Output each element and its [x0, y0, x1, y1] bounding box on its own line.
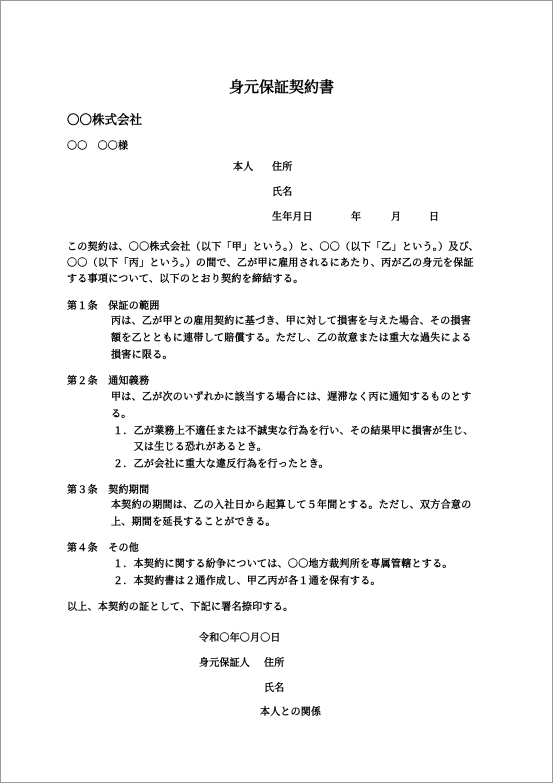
- article-line: ２．乙が会社に重大な違反行為を行ったとき。: [113, 459, 329, 470]
- recipient-person: 〇〇 〇〇様: [67, 141, 129, 152]
- article-line: 本契約の期間は、乙の入社日から起算して５年間とする。ただし、双方合意の: [111, 500, 472, 511]
- intro-line: する事項について、以下のとおり契約を締結する。: [67, 274, 304, 285]
- article-line: ２．本契約書は２通作成し、甲乙丙が各１通を保有する。: [113, 576, 381, 587]
- article-line: １．本契約に関する紛争については、〇〇地方裁判所を専属管轄とする。: [113, 559, 453, 570]
- closing-statement: 以上、本契約の証として、下記に署名捺印する。: [67, 602, 294, 613]
- article-line: 損害に限る。: [111, 350, 173, 361]
- principal-address-label: 住所: [272, 162, 293, 173]
- document-title: 身元保証契約書: [229, 78, 335, 96]
- guarantor-role: 身元保証人: [199, 658, 250, 669]
- signature-date: 令和〇年〇月〇日: [199, 633, 281, 644]
- article-heading: 第４条 その他: [67, 543, 140, 554]
- intro-line: この契約は、〇〇株式会社（以下「甲」という。）と、〇〇（以下「乙」という。）及び、: [67, 242, 479, 253]
- principal-birth-month: 月: [391, 212, 402, 223]
- article-line: 額を乙とともに連帯して賠償する。ただし、乙の故意または重大な過失による: [111, 333, 472, 344]
- guarantor-relation-label: 本人との関係: [260, 707, 322, 718]
- article-line: 又は生じる恐れがあるとき。: [113, 442, 268, 453]
- article-line: 丙は、乙が甲との雇用契約に基づき、甲に対して損害を与えた場合、その損害: [111, 316, 472, 327]
- article-heading: 第１条 保証の範囲: [67, 301, 160, 312]
- guarantor-name-label: 氏名: [264, 683, 285, 694]
- principal-birth-label: 生年月日: [272, 212, 313, 223]
- recipient-company: 〇〇株式会社: [67, 112, 143, 127]
- article-line: 上、期間を延長することができる。: [111, 517, 276, 528]
- intro-line: 〇〇（以下「丙」という。）の間で、乙が甲に雇用されるにあたり、丙が乙の身元を保証: [67, 258, 474, 269]
- principal-name-label: 氏名: [272, 187, 293, 198]
- article-line: １．乙が業務上不適任または不誠実な行為を行い、その結果甲に損害が生じ、: [113, 426, 474, 437]
- article-line: 甲は、乙が次のいずれかに該当する場合には、遅滞なく丙に通知するものとす: [111, 392, 472, 403]
- principal-birth-day: 日: [429, 212, 440, 223]
- principal-role: 本人: [233, 162, 254, 173]
- article-heading: 第３条 契約期間: [67, 485, 150, 496]
- guarantor-address-label: 住所: [264, 658, 285, 669]
- article-heading: 第２条 通知義務: [67, 376, 150, 387]
- article-line: る。: [111, 409, 132, 420]
- principal-birth-year: 年: [351, 212, 362, 223]
